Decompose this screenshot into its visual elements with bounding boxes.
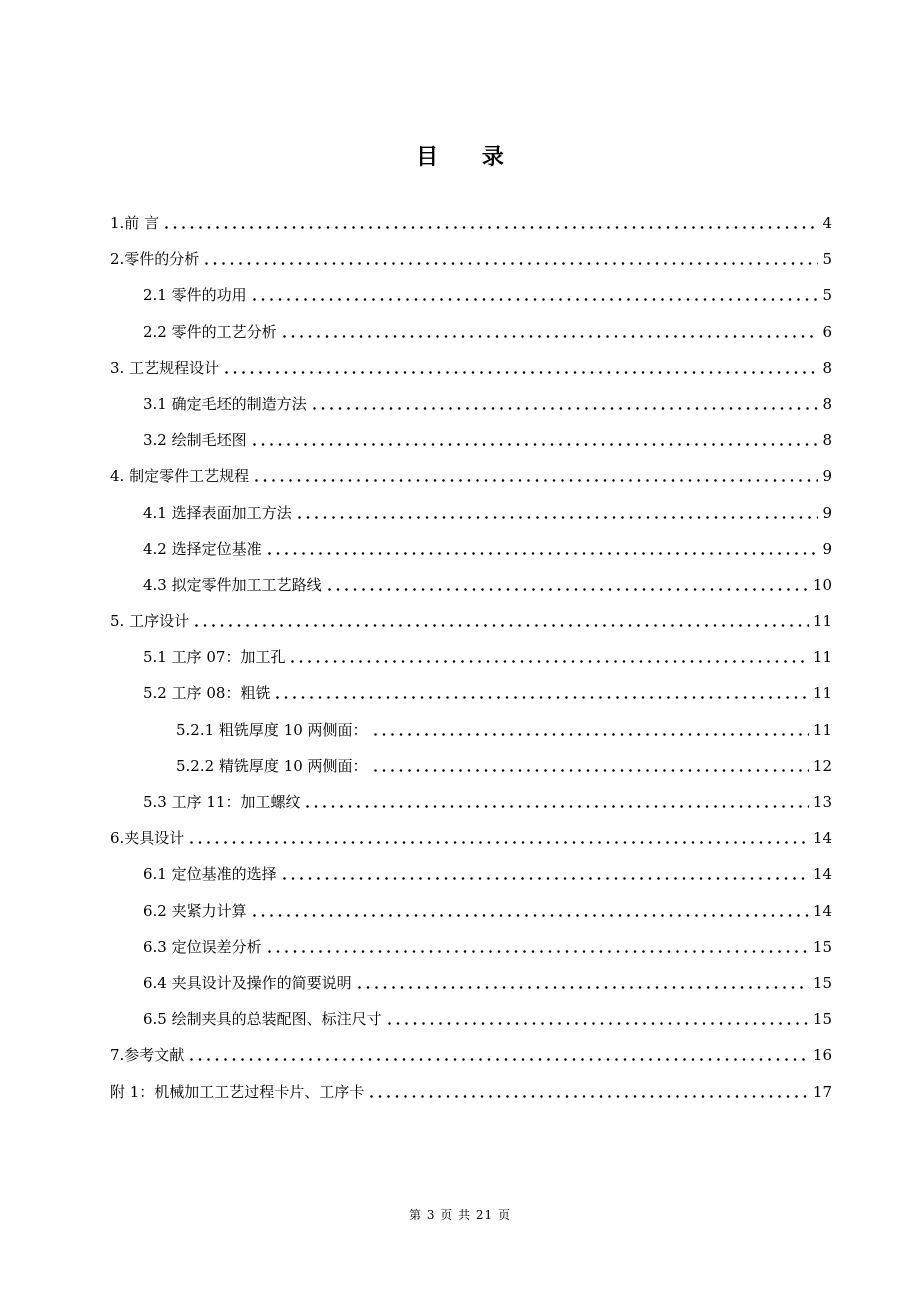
toc-entry-label: 6.3 定位误差分析 bbox=[143, 938, 262, 956]
toc-entry-label: 5.2 工序 08：粗铣 bbox=[143, 684, 271, 702]
toc-entry[interactable] bbox=[110, 356, 832, 380]
toc-entry[interactable] bbox=[110, 826, 832, 850]
toc-entry[interactable] bbox=[143, 537, 832, 561]
toc-entry-label: 5.2.2 精铣厚度 10 两侧面： bbox=[176, 757, 368, 775]
toc-entry[interactable] bbox=[143, 392, 832, 416]
toc-dot-leader bbox=[276, 681, 808, 705]
toc-entry-label: 5.3 工序 11：加工螺纹 bbox=[143, 793, 301, 811]
toc-page-number: 10 bbox=[812, 576, 832, 594]
toc-dot-leader bbox=[268, 935, 809, 959]
toc-page-number: 11 bbox=[812, 721, 832, 739]
toc-dot-leader bbox=[370, 1080, 809, 1104]
toc-entry-label: 3. 工艺规程设计 bbox=[110, 359, 220, 377]
toc-page-number: 8 bbox=[822, 431, 832, 449]
toc-entry-label: 6.夹具设计 bbox=[110, 829, 185, 847]
toc-entry-label: 7.参考文献 bbox=[110, 1046, 185, 1064]
toc-dot-leader bbox=[374, 718, 809, 742]
toc-entry[interactable] bbox=[143, 428, 832, 452]
toc-entry-label: 6.4 夹具设计及操作的简要说明 bbox=[143, 974, 352, 992]
toc-entry-label: 4. 制定零件工艺规程 bbox=[110, 467, 250, 485]
toc-dot-leader bbox=[225, 356, 818, 380]
toc-dot-leader bbox=[253, 428, 819, 452]
toc-page-number: 14 bbox=[812, 829, 832, 847]
toc-dot-leader bbox=[291, 645, 808, 669]
toc-page-number: 15 bbox=[812, 938, 832, 956]
toc-dot-leader bbox=[358, 971, 809, 995]
toc-page-number: 8 bbox=[822, 395, 832, 413]
toc-page-number: 5 bbox=[822, 286, 832, 304]
toc-dot-leader bbox=[195, 609, 809, 633]
toc-page-number: 9 bbox=[822, 467, 832, 485]
toc-dot-leader bbox=[298, 501, 819, 525]
toc-entry-label: 5.1 工序 07：加工孔 bbox=[143, 648, 286, 666]
toc-entry[interactable] bbox=[110, 211, 832, 235]
toc-entry[interactable] bbox=[143, 790, 832, 814]
toc-entry[interactable] bbox=[176, 718, 832, 742]
toc-entry-label: 附 1：机械加工工艺过程卡片、工序卡 bbox=[110, 1083, 365, 1101]
toc-page-number: 11 bbox=[812, 612, 832, 630]
toc-page-number: 15 bbox=[812, 974, 832, 992]
toc-dot-leader bbox=[374, 754, 809, 778]
toc-page-number: 15 bbox=[812, 1010, 832, 1028]
toc-entry[interactable] bbox=[110, 1080, 832, 1104]
toc-page-number: 9 bbox=[822, 540, 832, 558]
toc-dot-leader bbox=[283, 320, 819, 344]
toc-entry-label: 2.零件的分析 bbox=[110, 250, 200, 268]
toc-entry-label: 5.2.1 粗铣厚度 10 两侧面： bbox=[176, 721, 368, 739]
toc-entry[interactable] bbox=[110, 609, 832, 633]
toc-dot-leader bbox=[268, 537, 819, 561]
toc-entry[interactable] bbox=[143, 971, 832, 995]
page-title: 目 录 bbox=[416, 145, 522, 170]
toc-page-number: 9 bbox=[822, 504, 832, 522]
toc-dot-leader bbox=[313, 392, 819, 416]
toc-page-number: 11 bbox=[812, 648, 832, 666]
toc-entry-label: 4.1 选择表面加工方法 bbox=[143, 504, 292, 522]
toc-entry[interactable] bbox=[143, 681, 832, 705]
toc-dot-leader bbox=[388, 1007, 809, 1031]
toc-entry[interactable] bbox=[143, 320, 832, 344]
toc-entry-label: 6.2 夹紧力计算 bbox=[143, 902, 247, 920]
toc-entry[interactable] bbox=[143, 573, 832, 597]
toc-entry-label: 1.前 言 bbox=[110, 214, 160, 232]
toc-page-number: 6 bbox=[822, 323, 832, 341]
toc-page-number: 5 bbox=[822, 250, 832, 268]
toc-page-number: 14 bbox=[812, 902, 832, 920]
toc-entry[interactable] bbox=[143, 899, 832, 923]
toc-page-number: 8 bbox=[822, 359, 832, 377]
toc-entry[interactable] bbox=[143, 862, 832, 886]
toc-page-number: 13 bbox=[812, 793, 832, 811]
toc-entry[interactable] bbox=[110, 247, 832, 271]
toc-entry-label: 5. 工序设计 bbox=[110, 612, 190, 630]
toc-dot-leader bbox=[165, 211, 818, 235]
toc-entry-label: 2.1 零件的功用 bbox=[143, 286, 247, 304]
toc-dot-leader bbox=[283, 862, 809, 886]
toc-entry[interactable] bbox=[143, 935, 832, 959]
toc-dot-leader bbox=[328, 573, 809, 597]
toc-dot-leader bbox=[190, 1043, 809, 1067]
toc-entry-label: 6.1 定位基准的选择 bbox=[143, 865, 277, 883]
toc-entry[interactable] bbox=[143, 1007, 832, 1031]
toc-entry-label: 3.2 绘制毛坯图 bbox=[143, 431, 247, 449]
toc-entry-label: 4.2 选择定位基准 bbox=[143, 540, 262, 558]
toc-entry-label: 2.2 零件的工艺分析 bbox=[143, 323, 277, 341]
toc-dot-leader bbox=[253, 899, 809, 923]
toc-dot-leader bbox=[205, 247, 818, 271]
toc-page-number: 4 bbox=[822, 214, 832, 232]
toc-entry[interactable] bbox=[110, 1043, 832, 1067]
toc-page-number: 12 bbox=[812, 757, 832, 775]
toc-entry[interactable] bbox=[143, 645, 832, 669]
toc-entry-label: 6.5 绘制夹具的总装配图、标注尺寸 bbox=[143, 1010, 382, 1028]
toc-page-number: 16 bbox=[812, 1046, 832, 1064]
toc-entry[interactable] bbox=[143, 501, 832, 525]
toc-entry[interactable] bbox=[176, 754, 832, 778]
toc-page-number: 17 bbox=[812, 1083, 832, 1101]
page-footer: 第 3 页 共 21 页 bbox=[409, 1208, 511, 1222]
toc-dot-leader bbox=[190, 826, 809, 850]
toc-entry[interactable] bbox=[110, 464, 832, 488]
toc-dot-leader bbox=[255, 464, 818, 488]
toc-dot-leader bbox=[253, 283, 819, 307]
toc-page-number: 11 bbox=[812, 684, 832, 702]
toc-page-number: 14 bbox=[812, 865, 832, 883]
toc-entry[interactable] bbox=[143, 283, 832, 307]
toc-dot-leader bbox=[306, 790, 808, 814]
toc-entry-label: 3.1 确定毛坯的制造方法 bbox=[143, 395, 307, 413]
toc-entry-label: 4.3 拟定零件加工工艺路线 bbox=[143, 576, 322, 594]
